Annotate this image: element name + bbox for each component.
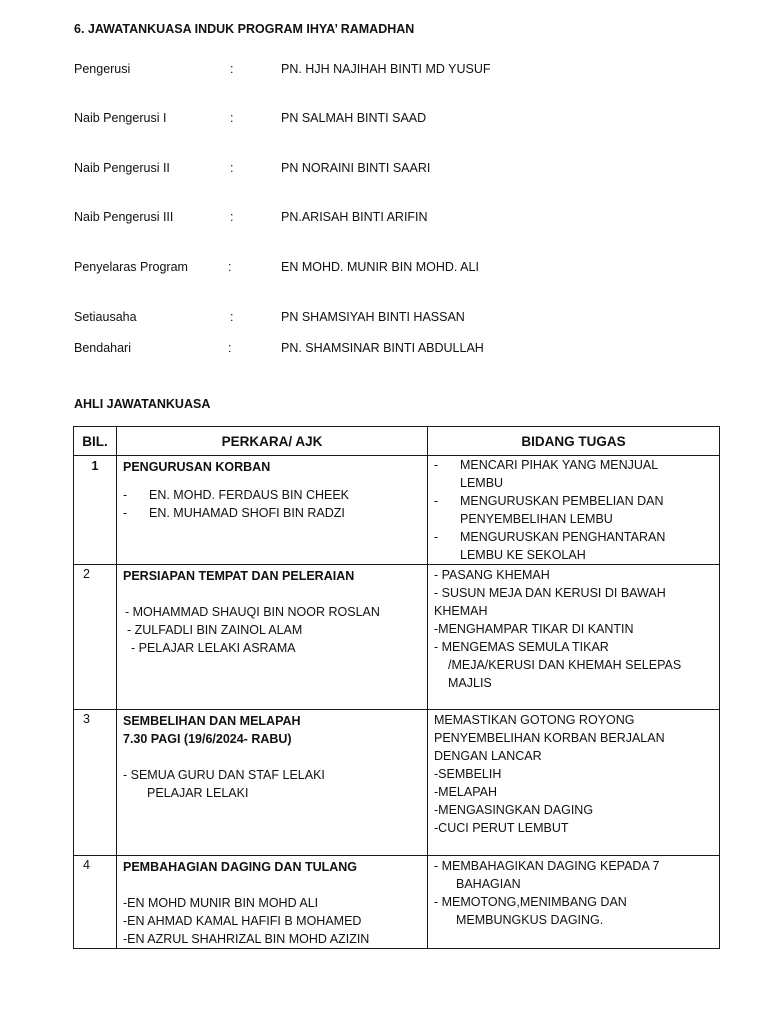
member-name: - ZULFADLI BIN ZAINOL ALAM xyxy=(127,623,303,637)
role-label-naib-pengerusi-2: Naib Pengerusi II xyxy=(74,161,170,175)
table-header-row xyxy=(74,427,720,456)
task-text: /MEJA/KERUSI DAN KHEMAH SELEPAS xyxy=(448,658,682,672)
table-row xyxy=(74,856,720,949)
bil-cell xyxy=(74,565,117,710)
member-name: -EN AZRUL SHAHRIZAL BIN MOHD AZIZIN xyxy=(123,932,370,946)
task-dash xyxy=(432,474,460,492)
role-label-naib-pengerusi-3: Naib Pengerusi III xyxy=(74,210,174,224)
role-name-naib-pengerusi-2: PN NORAINI BINTI SAARI xyxy=(281,161,431,175)
row-number: 2 xyxy=(83,567,90,581)
tugas-cell xyxy=(428,856,720,949)
task-text: -CUCI PERUT LEMBUT xyxy=(434,821,569,835)
member-name: PELAJAR LELAKI xyxy=(147,786,249,800)
perkara-cell xyxy=(117,456,428,565)
perkara-cell xyxy=(117,856,428,949)
task-text: -MELAPAH xyxy=(434,785,497,799)
role-colon: : xyxy=(230,62,234,76)
member-name: -EN MOHD MUNIR BIN MOHD ALI xyxy=(123,896,319,910)
task-text: MEMBUNGKUS DAGING. xyxy=(456,913,604,927)
perkara-cell xyxy=(117,710,428,856)
task-text: MAJLIS xyxy=(448,676,492,690)
task-text: MENGURUSKAN PENGHANTARAN xyxy=(460,530,666,544)
table-row xyxy=(74,710,720,856)
perkara-cell xyxy=(117,565,428,710)
role-name-bendahari: PN. SHAMSINAR BINTI ABDULLAH xyxy=(281,341,484,355)
header-perkara: PERKARA/ AJK xyxy=(117,427,428,456)
role-name-penyelaras-program: EN MOHD. MUNIR BIN MOHD. ALI xyxy=(281,260,479,274)
role-name-pengerusi: PN. HJH NAJIHAH BINTI MD YUSUF xyxy=(281,62,491,76)
perkara-title: PERSIAPAN TEMPAT DAN PELERAIAN xyxy=(123,569,355,583)
perkara-title: PENGURUSAN KORBAN xyxy=(123,460,271,474)
task-dash xyxy=(432,510,460,528)
table-row xyxy=(74,456,720,565)
committee-table xyxy=(73,426,720,949)
role-name-setiausaha: PN SHAMSIYAH BINTI HASSAN xyxy=(281,310,465,324)
member-name: - MOHAMMAD SHAUQI BIN NOOR ROSLAN xyxy=(125,605,380,619)
task-text: BAHAGIAN xyxy=(456,877,521,891)
task-dash: - xyxy=(434,458,439,472)
task-text: - MENGEMAS SEMULA TIKAR xyxy=(434,640,609,654)
task-text: - MEMOTONG,MENIMBANG DAN xyxy=(434,895,627,909)
task-dash: - xyxy=(434,494,439,508)
task-text: MEMASTIKAN GOTONG ROYONG xyxy=(434,713,635,727)
document-title: 6. JAWATANKUASA INDUK PROGRAM IHYA’ RAMADHAN xyxy=(74,22,415,36)
task-dash xyxy=(432,546,460,564)
perkara-title: SEMBELIHAN DAN MELAPAH xyxy=(123,714,301,728)
task-text: -MENGHAMPAR TIKAR DI KANTIN xyxy=(434,622,634,636)
perkara-title: PEMBAHAGIAN DAGING DAN TULANG xyxy=(123,860,358,874)
task-text: - PASANG KHEMAH xyxy=(434,568,550,582)
member-dash: - xyxy=(123,488,128,502)
bil-cell xyxy=(74,710,117,856)
role-colon: : xyxy=(230,111,234,125)
table-row xyxy=(74,565,720,710)
role-colon: : xyxy=(228,260,232,274)
task-text: -MENGASINGKAN DAGING xyxy=(434,803,594,817)
task-text: PENYEMBELIHAN KORBAN BERJALAN xyxy=(434,731,665,745)
role-colon: : xyxy=(230,161,234,175)
task-text: - SUSUN MEJA DAN KERUSI DI BAWAH xyxy=(434,586,666,600)
member-name: - PELAJAR LELAKI ASRAMA xyxy=(131,641,296,655)
task-text: PENYEMBELIHAN LEMBU xyxy=(460,512,613,526)
member-name: EN. MUHAMAD SHOFI BIN RADZI xyxy=(149,506,345,520)
bil-cell xyxy=(74,456,117,565)
tugas-cell xyxy=(428,710,720,856)
row-number: 4 xyxy=(83,858,90,872)
role-colon: : xyxy=(228,341,232,355)
tugas-cell xyxy=(428,456,720,565)
task-text: MENGURUSKAN PEMBELIAN DAN xyxy=(460,494,664,508)
role-label-bendahari: Bendahari xyxy=(74,341,131,355)
committee-title: AHLI JAWATANKUASA xyxy=(74,397,211,411)
role-label-pengerusi: Pengerusi xyxy=(74,62,131,76)
member-name: -EN AHMAD KAMAL HAFIFI B MOHAMED xyxy=(123,914,362,928)
tugas-cell xyxy=(428,565,720,710)
task-text: -SEMBELIH xyxy=(434,767,502,781)
role-label-setiausaha: Setiausaha xyxy=(74,310,137,324)
member-name: - SEMUA GURU DAN STAF LELAKI xyxy=(123,768,325,782)
role-colon: : xyxy=(230,210,234,224)
role-label-naib-pengerusi-1: Naib Pengerusi I xyxy=(74,111,167,125)
role-label-penyelaras-program: Penyelaras Program xyxy=(74,260,188,274)
role-name-naib-pengerusi-1: PN SALMAH BINTI SAAD xyxy=(281,111,427,125)
role-colon: : xyxy=(230,310,234,324)
task-text: - MEMBAHAGIKAN DAGING KEPADA 7 xyxy=(434,859,660,873)
task-text: DENGAN LANCAR xyxy=(434,749,542,763)
member-name: EN. MOHD. FERDAUS BIN CHEEK xyxy=(149,488,350,502)
row-number: 3 xyxy=(83,712,90,726)
member-dash: - xyxy=(123,506,128,520)
task-text: LEMBU xyxy=(460,476,504,490)
role-name-naib-pengerusi-3: PN.ARISAH BINTI ARIFIN xyxy=(281,210,428,224)
task-text: MENCARI PIHAK YANG MENJUAL xyxy=(460,458,659,472)
task-text: LEMBU KE SEKOLAH xyxy=(460,548,586,562)
task-text: KHEMAH xyxy=(434,604,488,618)
task-dash: - xyxy=(434,530,439,544)
header-bil: BIL. xyxy=(74,427,117,456)
perkara-subtitle: 7.30 PAGI (19/6/2024- RABU) xyxy=(123,732,292,746)
header-tugas: BIDANG TUGAS xyxy=(428,427,720,456)
row-number: 1 xyxy=(91,459,99,473)
bil-cell xyxy=(74,856,117,949)
